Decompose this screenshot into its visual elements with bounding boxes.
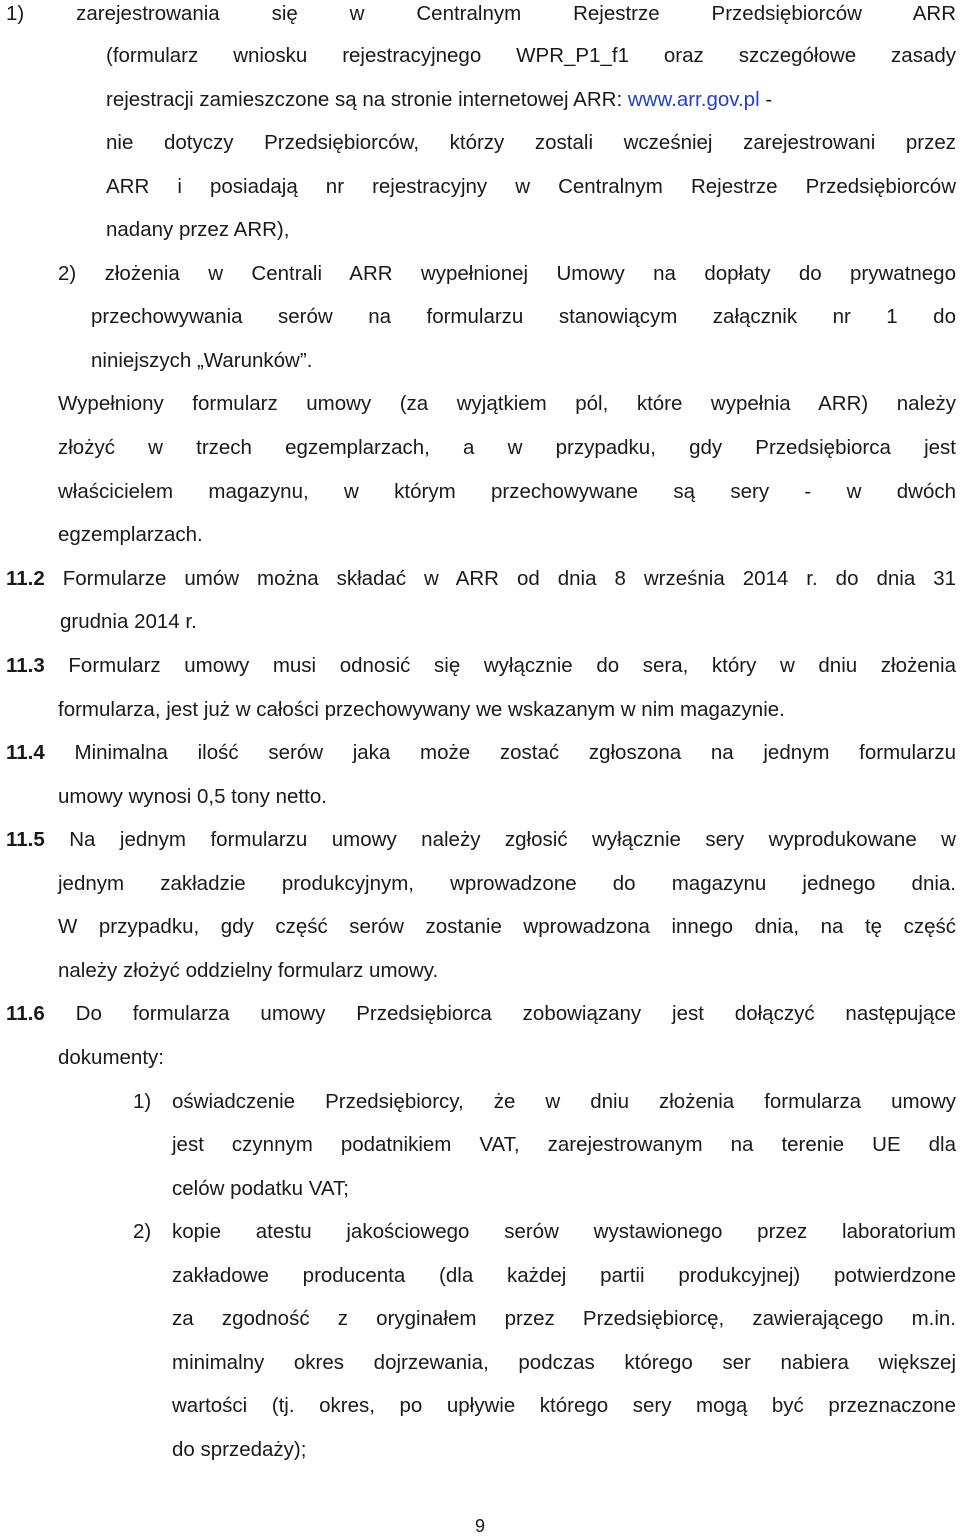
sub1-line2: jest czynnym podatnikiem VAT, zarejestrowanym na terenie UE dla xyxy=(172,1133,956,1156)
section-11-5-line1 xyxy=(6,826,956,854)
arr-website-link[interactable]: www.arr.gov.pl xyxy=(627,88,760,111)
section-11-5-line3: W przypadku, gdy część serów zostanie wprowadzona innego dnia, na tę część xyxy=(58,915,956,938)
item1-line7: nadany przez ARR), xyxy=(106,218,290,241)
item1-line2: (formularz wniosku rejestracyjnego WPR_P1_f1 oraz szczegółowe zasady xyxy=(106,44,956,67)
section-number: 11.3 xyxy=(6,654,45,677)
item2-line1: 2) złożenia w Centrali ARR wypełnionej Umowy na dopłaty do prywatnego xyxy=(58,262,956,285)
section-11-4-line2: umowy wynosi 0,5 tony netto. xyxy=(58,785,327,808)
sub1-line1: oświadczenie Przedsiębiorcy, że w dniu złożenia formularza umowy xyxy=(172,1090,956,1113)
sub2-line4: minimalny okres dojrzewania, podczas którego ser nabiera większej xyxy=(172,1351,956,1374)
section-text: Formularze umów można składać w ARR od dnia 8 września 2014 r. do dnia 31 xyxy=(44,567,956,590)
section-11-3-line1 xyxy=(6,652,956,680)
item1-line5: nie dotyczy Przedsiębiorców, którzy zostali wcześniej zarejestrowani przez xyxy=(106,131,956,154)
sub2-line3: za zgodność z oryginałem przez Przedsiębiorcę, zawierającego m.in. xyxy=(172,1307,956,1330)
sub2-line6: do sprzedaży); xyxy=(172,1438,307,1461)
section-11-5-line2: jednym zakładzie produkcyjnym, wprowadzone do magazynu jednego dnia. xyxy=(58,872,956,895)
item2-line2: przechowywania serów na formularzu stanowiącym załącznik nr 1 do xyxy=(91,305,956,328)
item1-line1: 1) zarejestrowania się w Centralnym Rejestrze Przedsiębiorców ARR xyxy=(6,2,956,25)
sub1-line3: celów podatku VAT; xyxy=(172,1177,350,1200)
section-text: Formularz umowy musi odnosić się wyłącznie do sera, który w dniu złożenia xyxy=(44,654,956,677)
section-text: Na jednym formularzu umowy należy zgłosić wyłącznie sery wyprodukowane w xyxy=(44,828,956,851)
section-text: Do formularza umowy Przedsiębiorca zobowiązany jest dołączyć następujące xyxy=(44,1002,956,1025)
section-number: 11.2 xyxy=(6,567,45,590)
para-line2: złożyć w trzech egzemplarzach, a w przypadku, gdy Przedsiębiorca jest xyxy=(58,436,956,459)
section-number: 11.6 xyxy=(6,1002,45,1025)
sub2-marker: 2) xyxy=(133,1220,152,1243)
section-11-2-line2: grudnia 2014 r. xyxy=(60,610,197,633)
section-text: Minimalna ilość serów jaka może zostać zgłoszona na jednym formularzu xyxy=(44,741,956,764)
section-number: 11.4 xyxy=(6,741,45,764)
section-11-2-line1 xyxy=(6,565,956,593)
para-line3: właścicielem magazynu, w którym przechowywane są sery - w dwóch xyxy=(58,480,956,503)
para-line1: Wypełniony formularz umowy (za wyjątkiem pól, które wypełnia ARR) należy xyxy=(58,392,956,415)
section-11-3-line2: formularza, jest już w całości przechowywany we wskazanym w nim magazynie. xyxy=(58,698,785,721)
section-11-6-line2: dokumenty: xyxy=(58,1046,164,1069)
sub2-line2: zakładowe producenta (dla każdej partii produkcyjnej) potwierdzone xyxy=(172,1264,956,1287)
item1-line6: ARR i posiadają nr rejestracyjny w Centralnym Rejestrze Przedsiębiorców xyxy=(106,175,956,198)
item1-line3-dash: - xyxy=(759,88,773,111)
section-11-4-line1 xyxy=(6,739,956,767)
page-number: 9 xyxy=(474,1516,485,1536)
item2-line3: niniejszych „Warunków”. xyxy=(91,349,313,372)
item1-line3 xyxy=(106,86,772,114)
sub2-line5: wartości (tj. okres, po upływie którego sery mogą być przeznaczone xyxy=(172,1394,956,1417)
item1-line3-text: rejestracji zamieszczone są na stronie internetowej ARR: xyxy=(106,88,628,111)
section-11-6-line1 xyxy=(6,1000,956,1028)
sub1-marker: 1) xyxy=(133,1090,152,1113)
sub2-line1: kopie atestu jakościowego serów wystawionego przez laboratorium xyxy=(172,1220,956,1243)
para-line4: egzemplarzach. xyxy=(58,523,203,546)
section-number: 11.5 xyxy=(6,828,45,851)
section-11-5-line4: należy złożyć oddzielny formularz umowy. xyxy=(58,959,439,982)
